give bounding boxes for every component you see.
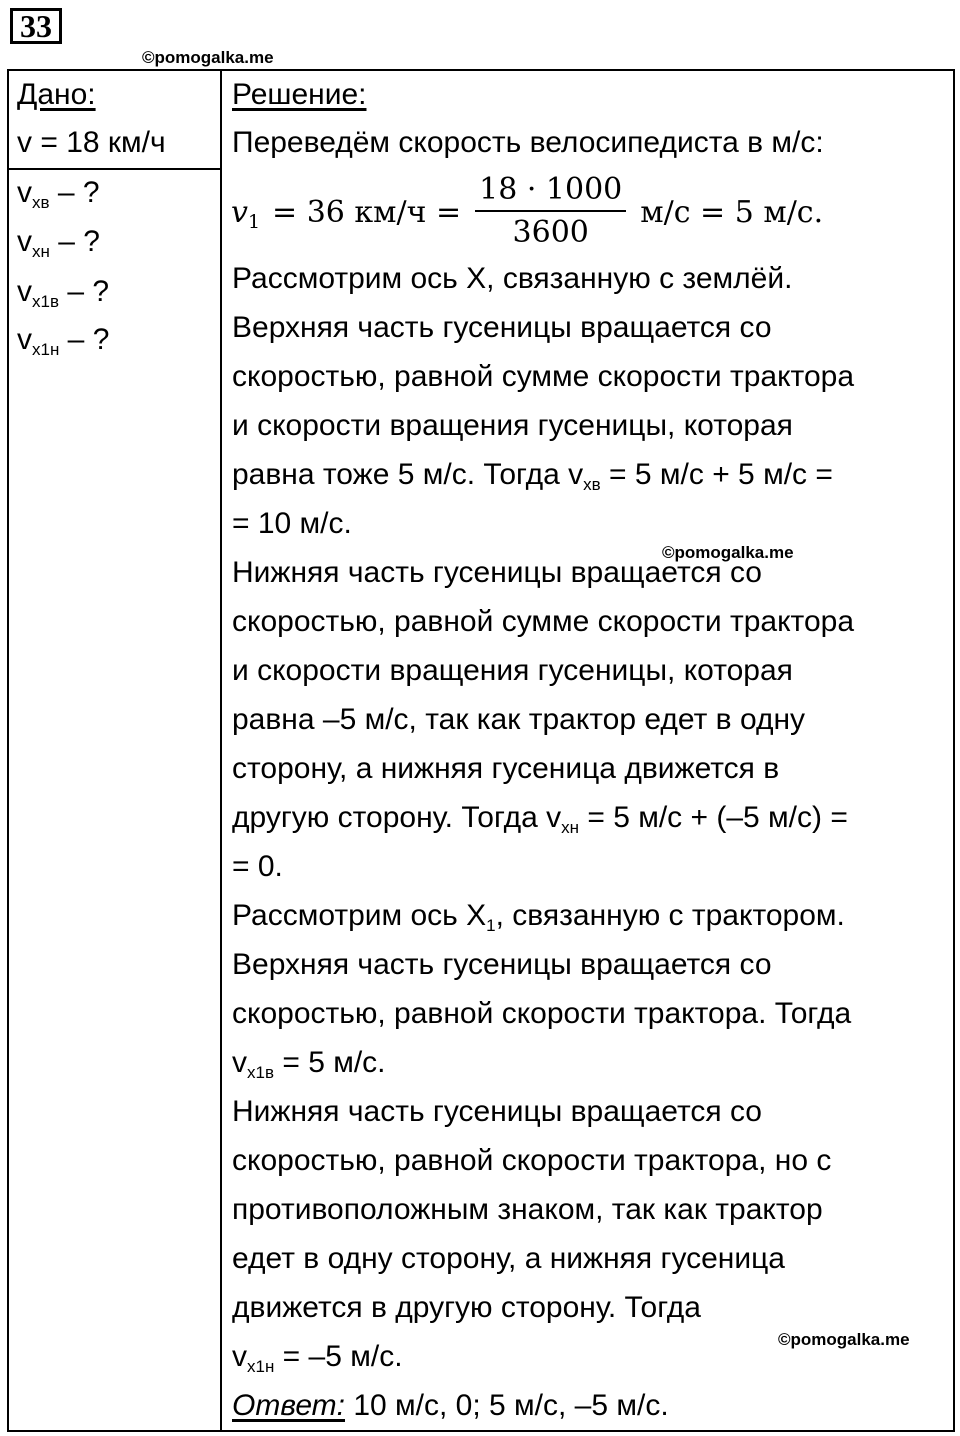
unknown-vx1n: $v_{x1н}$ – ? [17, 323, 110, 359]
solution-line: Рассмотрим ось $X_1$, связанную с трактором. [232, 899, 845, 935]
solution-line: и скорости вращения гусеницы, которая [232, 409, 793, 442]
solution-line: равна тоже 5 м/с. Тогда $v_{хв} = 5$ м/с + 5 м/с = [232, 458, 833, 494]
solution-line: $v_{x1в} = 5$ м/с. [232, 1046, 386, 1082]
unknown-vxn: $v_{хн}$ – ? [17, 225, 100, 261]
solution-line: скоростью, равной скорости трактора, но с [232, 1144, 832, 1177]
given-heading: Дано: [17, 78, 96, 111]
given-divider [7, 168, 222, 170]
answer-text: 10 м/с, 0; 5 м/с, –5 м/с. [345, 1389, 669, 1422]
solution-line: едет в одну сторону, а нижняя гусеница [232, 1242, 785, 1275]
solution-intro: Переведём скорость велосипедиста в м/с: [232, 126, 824, 159]
given-value: v = 18 км/ч [17, 126, 166, 159]
speed-conversion-formula: v 1 = 36 км/ч = $\frac{18 \cdot 1000}{3600}$ м/с = 5 м/с. [231, 166, 823, 258]
answer-label: Ответ: [232, 1389, 345, 1422]
solution-line: Нижняя часть гусеницы вращается со [232, 556, 762, 589]
solution-line: равна –5 м/с, так как трактор едет в одну [232, 703, 806, 736]
fraction [475, 170, 626, 254]
solution-line: Верхняя часть гусеницы вращается со [232, 311, 772, 344]
task-number: 33 [10, 8, 62, 44]
solution-line: скоростью, равной скорости трактора. Тогда [232, 997, 852, 1030]
solution-line: противоположным знаком, так как трактор [232, 1193, 823, 1226]
solution-line: скоростью, равной сумме скорости трактора [232, 605, 855, 638]
solution-line: = 0. [232, 850, 283, 883]
solution-line: Верхняя часть гусеницы вращается со [232, 948, 772, 981]
solution-line: скоростью, равной сумме скорости трактора [232, 360, 855, 393]
watermark: ©pomogalka.me [778, 1330, 910, 1349]
solution-line: $v_{x1н} = -5$ м/с. [232, 1340, 403, 1376]
solution-line: Нижняя часть гусеницы вращается со [232, 1095, 762, 1128]
fraction-numerator: 18 · 1000 [479, 172, 623, 207]
watermark: ©pomogalka.me [142, 48, 274, 67]
solution-heading: Решение: [232, 78, 367, 111]
solution-line: движется в другую сторону. Тогда [232, 1291, 701, 1324]
solution-line: Рассмотрим ось X, связанную с землёй. [232, 262, 793, 295]
unknown-vx1v: $v_{x1в}$ – ? [17, 275, 110, 311]
watermark: ©pomogalka.me [662, 543, 794, 562]
solution-line: = 10 м/с. [232, 507, 352, 540]
answer-line [232, 1386, 669, 1426]
solution-line: другую сторону. Тогда $v_{хн} = 5$ м/с + (–5 м/с) = [232, 801, 848, 837]
fraction-denominator: 3600 [512, 215, 589, 250]
column-divider [220, 69, 222, 1432]
solution-line: сторону, а нижняя гусеница движется в [232, 752, 780, 785]
unknown-vxv: $v_{хв}$ – ? [17, 176, 100, 212]
solution-line: и скорости вращения гусеницы, которая [232, 654, 793, 687]
